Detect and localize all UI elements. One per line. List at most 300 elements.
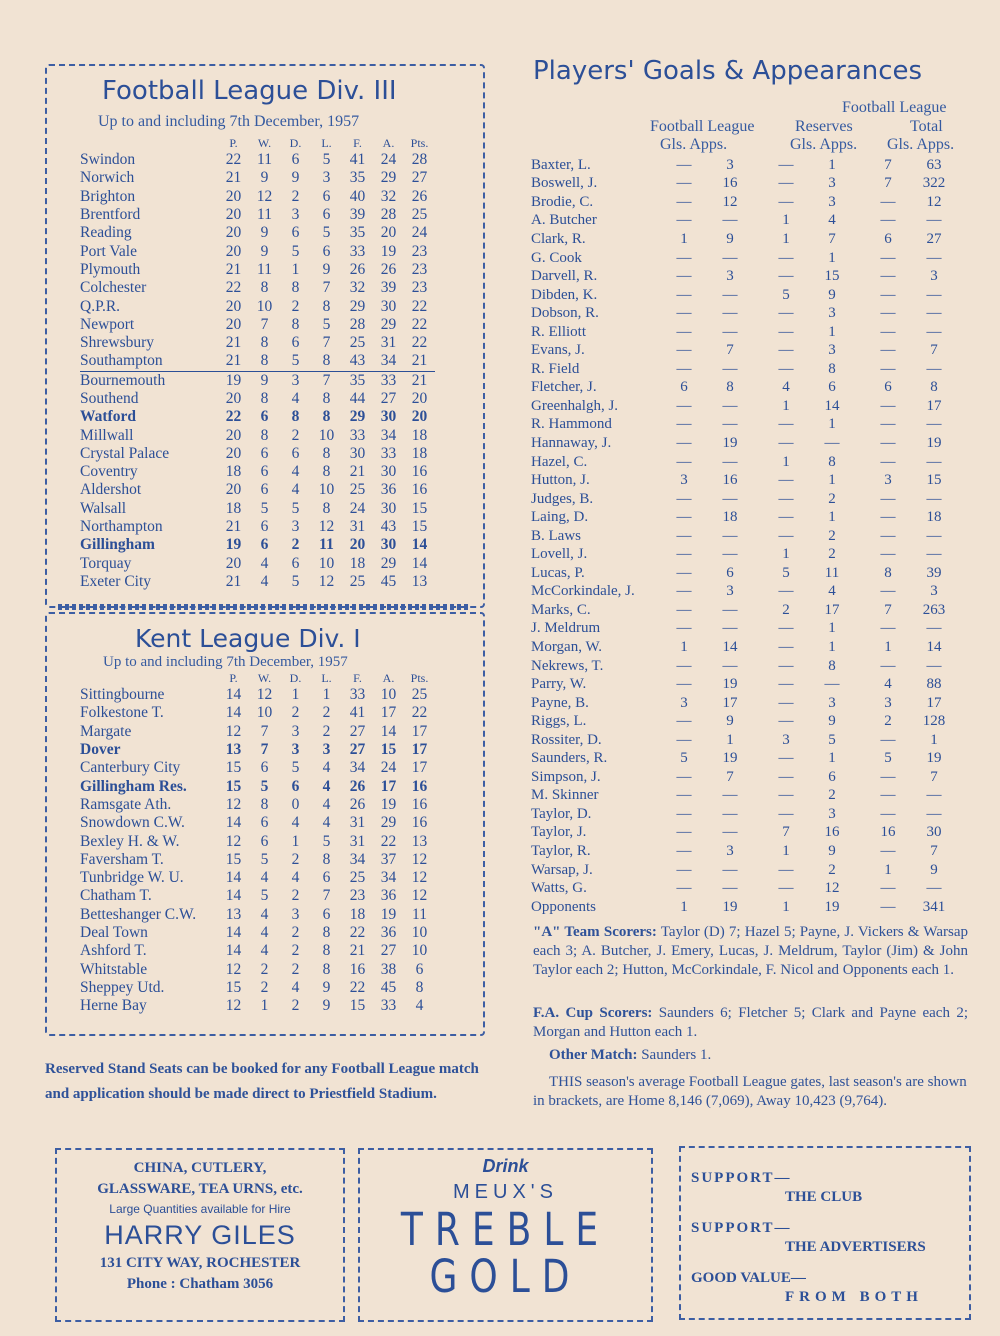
stat-cell: 20: [225, 297, 242, 315]
stat-cell: 29: [380, 554, 397, 572]
player-stat: 27: [926, 230, 942, 247]
stat-cell: 6: [322, 187, 331, 205]
table-header-row: [80, 671, 435, 686]
table-row: [80, 316, 435, 334]
stat-cell: 6: [322, 206, 331, 224]
player-stat: 1: [680, 230, 688, 247]
player-row: [531, 193, 962, 212]
player-name: G. Cook: [531, 249, 582, 266]
player-name: Lovell, J.: [531, 546, 588, 563]
table-row: [80, 942, 435, 960]
player-stat: 4: [828, 583, 836, 600]
stat-cell: 12: [411, 850, 428, 868]
stat-cell: 12: [225, 832, 242, 850]
stat-cell: 17: [411, 741, 428, 759]
player-stat: —: [676, 212, 692, 229]
player-name: Dobson, R.: [531, 305, 599, 322]
stat-cell: 6: [291, 151, 300, 169]
stat-cell: 41: [349, 151, 366, 169]
stat-cell: 15: [411, 518, 428, 536]
player-name: Taylor, D.: [531, 805, 592, 822]
stat-cell: 8: [291, 315, 300, 333]
stat-cell: 11: [257, 260, 272, 278]
ad3-line1: SUPPORT—: [691, 1170, 792, 1186]
team-name: Crystal Palace: [80, 444, 170, 462]
stat-cell: 12: [411, 887, 428, 905]
stat-cell: 34: [349, 850, 366, 868]
stat-cell: 25: [349, 869, 366, 887]
team-name: Walsall: [80, 499, 127, 517]
stat-cell: 8: [322, 390, 331, 407]
player-stat: —: [722, 657, 738, 674]
stat-cell: 19: [225, 536, 242, 554]
stat-cell: 27: [380, 942, 397, 960]
fa-cup-scorers: [533, 1004, 968, 1042]
stat-cell: 7: [311, 371, 342, 390]
stat-cell: 27: [349, 741, 366, 759]
stat-cell: 7: [260, 315, 269, 333]
player-stat: —: [676, 731, 692, 748]
player-stat: 8: [930, 379, 938, 396]
stat-cell: 4: [260, 942, 269, 960]
stat-cell: 4: [291, 978, 300, 996]
stat-cell: 1: [291, 686, 300, 704]
stat-cell: 1: [260, 997, 269, 1015]
player-stat: —: [880, 212, 896, 229]
player-stat: 39: [926, 564, 942, 581]
team-name: Tunbridge W. U.: [80, 869, 184, 887]
team-name: Whitstable: [80, 960, 148, 978]
stat-cell: 3: [280, 371, 311, 390]
player-name: Fletcher, J.: [531, 379, 597, 396]
player-row: [531, 842, 962, 861]
player-stat: 9: [726, 230, 734, 247]
player-row: [531, 638, 962, 657]
stat-cell: 14: [225, 942, 242, 960]
player-name: Greenhalgh, J.: [531, 397, 619, 414]
stat-cell: 8: [291, 408, 300, 426]
ad3-line5: GOOD VALUE—: [691, 1270, 806, 1286]
player-name: Simpson, J.: [531, 768, 601, 785]
player-stat: 12: [926, 193, 942, 210]
stat-cell: 8: [322, 352, 331, 370]
player-stat: 3: [884, 694, 892, 711]
stat-cell: 23: [411, 279, 428, 297]
player-stat: 3: [782, 731, 790, 748]
team-name: Margate: [80, 722, 132, 740]
stat-cell: 30: [380, 297, 397, 315]
stat-cell: 34: [380, 869, 397, 887]
player-stat: —: [722, 453, 738, 470]
meux-ad: [358, 1148, 653, 1322]
player-stat: —: [778, 694, 794, 711]
fa-cup-text: Saunders 6; Fletcher 5; Clark and Payne each 2; Morgan and Hutton each 1.: [533, 1005, 968, 1040]
stat-cell: 14: [225, 686, 242, 704]
player-name: Lucas, P.: [531, 564, 585, 581]
stat-cell: 26: [349, 777, 366, 795]
stat-cell: 6: [291, 444, 300, 462]
player-stat: —: [926, 620, 942, 637]
stat-cell: 24: [349, 499, 366, 517]
table-row: [80, 206, 435, 224]
stat-cell: 6: [260, 408, 269, 426]
player-name: R. Elliott: [531, 323, 587, 340]
player-stat: 6: [726, 564, 734, 581]
player-stat: 14: [926, 638, 942, 655]
stat-cell: 1: [291, 832, 300, 850]
player-stat: —: [676, 156, 692, 173]
player-stat: 1: [782, 212, 790, 229]
table-row: [80, 169, 435, 187]
player-stat: 128: [922, 713, 946, 730]
stat-cell: 27: [411, 169, 428, 187]
player-stat: —: [880, 787, 896, 804]
stat-cell: 4: [260, 572, 269, 590]
fa-cup-label: F.A. Cup Scorers:: [533, 1005, 653, 1021]
player-row: [531, 545, 962, 564]
player-stat: —: [722, 787, 738, 804]
ad3-line3: SUPPORT—: [691, 1220, 792, 1236]
player-stat: 8: [726, 379, 734, 396]
stat-cell: 8: [322, 942, 331, 960]
kent-league-table: [80, 671, 435, 1015]
stat-cell: 4: [260, 924, 269, 941]
stat-cell: 29: [349, 408, 366, 426]
player-stat: 1: [884, 861, 892, 878]
player-stat: 88: [926, 676, 942, 693]
player-row: [531, 879, 962, 898]
player-stat: —: [880, 527, 896, 544]
player-stat: 3: [828, 175, 836, 192]
stat-cell: 15: [225, 777, 242, 795]
stat-cell: 30: [349, 444, 366, 462]
stat-cell: 22: [411, 334, 428, 352]
stat-cell: 40: [349, 187, 366, 205]
player-stat: 6: [828, 768, 836, 785]
stat-cell: 7: [322, 334, 331, 352]
stat-cell: 35: [349, 224, 366, 242]
player-name: Parry, W.: [531, 676, 587, 693]
table-row: [80, 887, 435, 905]
player-stat: 7: [726, 342, 734, 359]
stat-cell: 26: [349, 260, 366, 278]
player-stat: 16: [722, 175, 738, 192]
stat-cell: 8: [322, 499, 331, 517]
stat-cell: 21: [349, 942, 366, 960]
stat-cell: 35: [342, 371, 373, 390]
stat-cell: 4: [322, 795, 331, 813]
player-stat: 12: [824, 880, 840, 897]
stat-cell: 14: [225, 924, 242, 941]
stat-cell: 23: [349, 887, 366, 905]
stat-cell: 6: [322, 242, 331, 260]
player-stat: —: [778, 805, 794, 822]
stat-cell: 39: [349, 206, 366, 224]
column-header: F.: [353, 136, 362, 150]
player-row: [531, 583, 962, 602]
stat-cell: 8: [322, 408, 331, 426]
stat-cell: 5: [291, 499, 300, 517]
stat-cell: 6: [415, 960, 424, 978]
player-stat: —: [722, 601, 738, 618]
stat-cell: 10: [318, 481, 335, 499]
player-stat: —: [926, 305, 942, 322]
player-stat: 8: [884, 564, 892, 581]
stat-cell: 45: [380, 978, 397, 996]
table-row: [80, 334, 435, 352]
stat-cell: 8: [322, 444, 331, 462]
stat-cell: 2: [260, 960, 269, 978]
stat-cell: 5: [260, 499, 269, 517]
stat-cell: 28: [380, 206, 397, 224]
player-stat: 17: [926, 694, 942, 711]
player-name: Morgan, W.: [531, 638, 602, 655]
player-row: [531, 434, 962, 453]
support-ad: [679, 1146, 971, 1320]
player-stat: 2: [828, 490, 836, 507]
player-stat: 1: [884, 638, 892, 655]
stat-cell: 1: [322, 686, 331, 704]
stat-cell: 45: [380, 572, 397, 590]
player-stat: —: [880, 342, 896, 359]
player-row: [531, 564, 962, 583]
team-name: Bexley H. & W.: [80, 832, 180, 850]
player-stat: —: [778, 249, 794, 266]
player-name: Darvell, R.: [531, 268, 598, 285]
stat-cell: 17: [411, 759, 428, 777]
player-stat: —: [880, 898, 896, 915]
player-stat: 7: [726, 768, 734, 785]
player-stat: —: [676, 824, 692, 841]
table-row: [80, 500, 435, 518]
stat-cell: 8: [322, 850, 331, 868]
stat-cell: 2: [291, 924, 300, 941]
team-name: Brentford: [80, 206, 141, 224]
team-name: Northampton: [80, 518, 163, 536]
stat-cell: 14: [225, 887, 242, 905]
stat-cell: 17: [380, 777, 397, 795]
player-stat: —: [676, 527, 692, 544]
column-header: D.: [289, 136, 302, 150]
player-stat: 19: [926, 434, 942, 451]
stat-cell: 4: [291, 814, 300, 832]
player-stat: 19: [722, 750, 738, 767]
stat-cell: 9: [260, 242, 269, 260]
player-stat: —: [880, 286, 896, 303]
stat-cell: 2: [291, 187, 300, 205]
player-stat: 17: [926, 397, 942, 414]
stat-cell: 4: [260, 869, 269, 887]
player-stat: —: [880, 805, 896, 822]
ad2-line3: TREBLE: [400, 1204, 611, 1257]
stat-cell: 23: [411, 260, 428, 278]
a-team-label: "A" Team Scorers:: [533, 924, 657, 940]
team-name: Colchester: [80, 279, 147, 297]
stat-cell: 22: [411, 704, 428, 722]
player-stat: 3: [726, 583, 734, 600]
team-name: Snowdown C.W.: [80, 814, 185, 832]
stat-cell: 8: [291, 279, 300, 297]
player-stat: —: [926, 416, 942, 433]
player-row: [531, 750, 962, 769]
stat-cell: 7: [260, 741, 269, 759]
player-stat: 30: [926, 824, 942, 841]
player-stat: 5: [782, 286, 790, 303]
team-name: Bournemouth: [80, 371, 218, 390]
stat-cell: 33: [349, 686, 366, 704]
stat-cell: 20: [225, 315, 242, 333]
stat-cell: 22: [349, 978, 366, 996]
player-stat: —: [676, 397, 692, 414]
player-stat: —: [778, 509, 794, 526]
table-row: [80, 224, 435, 242]
stat-cell: 31: [349, 518, 366, 536]
player-stat: —: [676, 843, 692, 859]
stat-cell: 25: [349, 481, 366, 499]
stat-cell: 4: [415, 997, 424, 1015]
player-stat: —: [926, 286, 942, 303]
stat-cell: 22: [225, 279, 242, 297]
team-name: Port Vale: [80, 242, 137, 260]
team-name: Southend: [80, 390, 139, 407]
player-stat: —: [722, 416, 738, 433]
stat-cell: 10: [256, 297, 273, 315]
stat-cell: 19: [380, 242, 397, 260]
player-stat: —: [676, 268, 692, 285]
stat-cell: 37: [380, 850, 397, 868]
stat-cell: 13: [225, 741, 242, 759]
table-row: [80, 796, 435, 814]
player-stat: 2: [828, 861, 836, 878]
column-header: P.: [229, 671, 238, 685]
player-stat: —: [880, 843, 896, 859]
player-row: [531, 712, 962, 731]
player-stat: 3: [828, 342, 836, 359]
player-stat: —: [676, 193, 692, 210]
player-stat: 7: [884, 601, 892, 618]
player-stat: —: [778, 657, 794, 674]
player-stat: —: [676, 360, 692, 377]
player-stat: 19: [722, 676, 738, 693]
stat-cell: 6: [260, 536, 269, 554]
player-stat: —: [676, 286, 692, 303]
player-name: Rossiter, D.: [531, 731, 602, 748]
player-stat: —: [880, 768, 896, 785]
football-league-title: Football League Div. III: [102, 76, 397, 106]
player-name: Hannaway, J.: [531, 434, 612, 451]
stat-cell: 7: [260, 722, 269, 740]
stat-cell: 17: [380, 704, 397, 722]
player-stat: —: [926, 805, 942, 822]
player-stat: —: [880, 657, 896, 674]
player-stat: —: [880, 397, 896, 414]
column-header: A.: [382, 671, 395, 685]
player-stat: 17: [824, 601, 840, 618]
player-row: [531, 731, 962, 750]
stat-cell: 33: [373, 371, 404, 390]
player-stat: —: [880, 360, 896, 377]
stat-cell: 4: [322, 777, 331, 795]
stat-cell: 9: [249, 371, 280, 390]
stat-cell: 11: [319, 536, 334, 554]
player-stat: —: [676, 787, 692, 804]
player-stat: 63: [926, 156, 942, 173]
player-stat: 8: [828, 453, 836, 470]
stat-cell: 8: [322, 924, 331, 941]
stat-cell: 21: [411, 352, 428, 370]
player-stat: 3: [680, 694, 688, 711]
ad1-line1: CHINA, CUTLERY,: [133, 1160, 267, 1176]
player-stat: —: [778, 434, 794, 451]
player-stat: 7: [884, 156, 892, 173]
stat-cell: 20: [225, 242, 242, 260]
stat-cell: 6: [260, 518, 269, 536]
stat-cell: 20: [411, 408, 428, 426]
stat-cell: 13: [225, 905, 242, 923]
stat-cell: 8: [260, 352, 269, 370]
table-row: [80, 536, 435, 554]
table-row: [80, 426, 435, 444]
stat-cell: 12: [318, 572, 335, 590]
player-name: Warsap, J.: [531, 861, 593, 878]
player-stat: 3: [828, 694, 836, 711]
player-stat: —: [778, 342, 794, 359]
player-stat: —: [722, 360, 738, 377]
player-stat: 5: [782, 564, 790, 581]
stat-cell: 13: [411, 572, 428, 590]
player-stat: —: [880, 268, 896, 285]
stat-cell: 4: [260, 554, 269, 572]
team-name: Newport: [80, 315, 135, 333]
ad2-line1: Drink: [482, 1156, 529, 1176]
stat-cell: 16: [349, 960, 366, 978]
player-stat: —: [676, 305, 692, 322]
stat-cell: 12: [318, 518, 335, 536]
player-stat: —: [722, 824, 738, 841]
table-row: [80, 741, 435, 759]
a-team-scorers: [533, 923, 968, 980]
player-stat: 263: [922, 601, 946, 618]
player-name: Dibden, K.: [531, 286, 598, 303]
stat-cell: 21: [225, 518, 242, 536]
player-row: [531, 267, 962, 286]
player-stat: 5: [884, 750, 892, 767]
player-name: Watts, G.: [531, 880, 587, 897]
stat-cell: 8: [322, 463, 331, 481]
team-name: Norwich: [80, 169, 135, 187]
team-name: Torquay: [80, 554, 132, 572]
player-name: R. Field: [531, 360, 580, 377]
stat-cell: 10: [380, 686, 397, 704]
column-header: Pts.: [410, 136, 429, 150]
stat-cell: 12: [225, 722, 242, 740]
player-stat: —: [722, 490, 738, 507]
stat-cell: 3: [322, 169, 331, 187]
player-stat: —: [778, 620, 794, 637]
players-table: [531, 156, 962, 916]
player-stat: 1: [782, 546, 790, 563]
team-name: Coventry: [80, 463, 138, 481]
kent-league-subtitle: Up to and including 7th December, 1957: [103, 654, 348, 670]
stat-cell: 7: [322, 887, 331, 905]
stat-cell: 23: [411, 242, 428, 260]
stat-cell: 12: [225, 795, 242, 813]
stat-cell: 28: [349, 315, 366, 333]
stat-cell: 22: [411, 297, 428, 315]
player-stat: —: [676, 490, 692, 507]
player-stat: —: [880, 490, 896, 507]
player-stat: 3: [726, 268, 734, 285]
